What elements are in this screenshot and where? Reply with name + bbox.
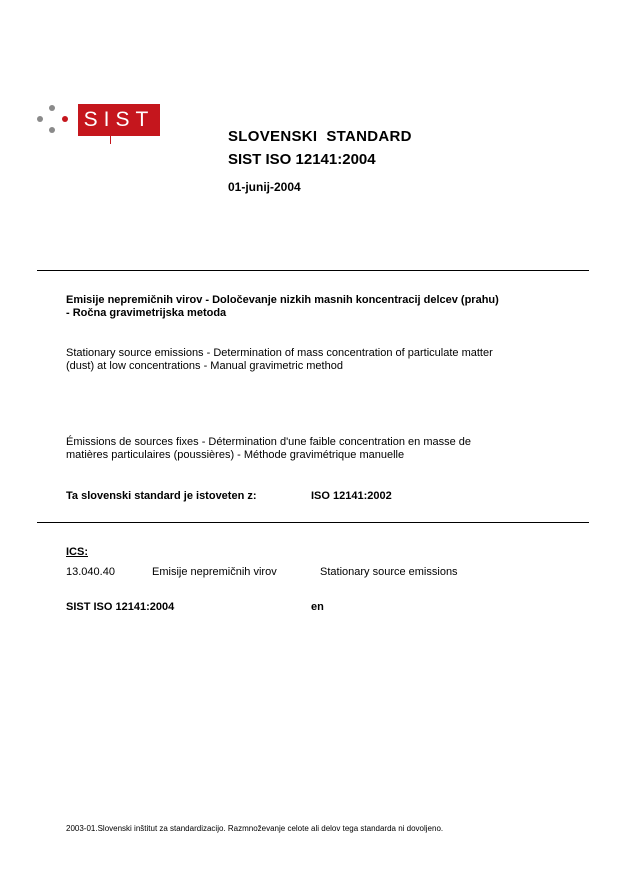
document-type: SLOVENSKI STANDARD (228, 128, 412, 145)
title-english-line2: (dust) at low concentrations - Manual gravimetric method (66, 360, 343, 372)
footer-copyright: 2003-01.Slovenski inštitut za standardizacijo. Razmnoževanje celote ali delov tega standarda ni dovoljeno. (66, 824, 444, 833)
logo-divider (110, 136, 111, 144)
equivalence-label: Ta slovenski standard je istoveten z: (66, 490, 257, 502)
reference-language: en (311, 601, 324, 613)
ics-label: ICS: (66, 546, 88, 558)
divider-bottom (37, 522, 589, 523)
title-slovenian-line1: Emisije nepremičnih virov - Določevanje nizkih masnih koncentracij delcev (prahu) (66, 294, 499, 306)
title-french (66, 436, 576, 462)
title-slovenian-line2: - Ročna gravimetrijska metoda (66, 307, 227, 319)
equivalence-value: ISO 12141:2002 (311, 490, 392, 502)
reference-standard: SIST ISO 12141:2004 (66, 601, 175, 613)
title-english-line1: Stationary source emissions - Determination of mass concentration of particulate matter (66, 347, 493, 359)
title-french-line1: Émissions de sources fixes - Détermination d'une faible concentration en masse de (66, 436, 472, 448)
logo-dots-icon (36, 104, 76, 136)
standard-designation: SIST ISO 12141:2004 (228, 151, 376, 168)
title-slovenian (66, 294, 576, 320)
title-french-line2: matières particulaires (poussières) - Méthode gravimétrique manuelle (66, 449, 405, 461)
title-english (66, 347, 576, 373)
ics-code: 13.040.40 (66, 566, 115, 578)
publication-date: 01-junij-2004 (228, 180, 301, 194)
ics-description-en: Stationary source emissions (320, 566, 458, 578)
ics-description-sl: Emisije nepremičnih virov (152, 566, 277, 578)
sist-logo: SIST (78, 104, 160, 136)
divider-top (37, 270, 589, 271)
